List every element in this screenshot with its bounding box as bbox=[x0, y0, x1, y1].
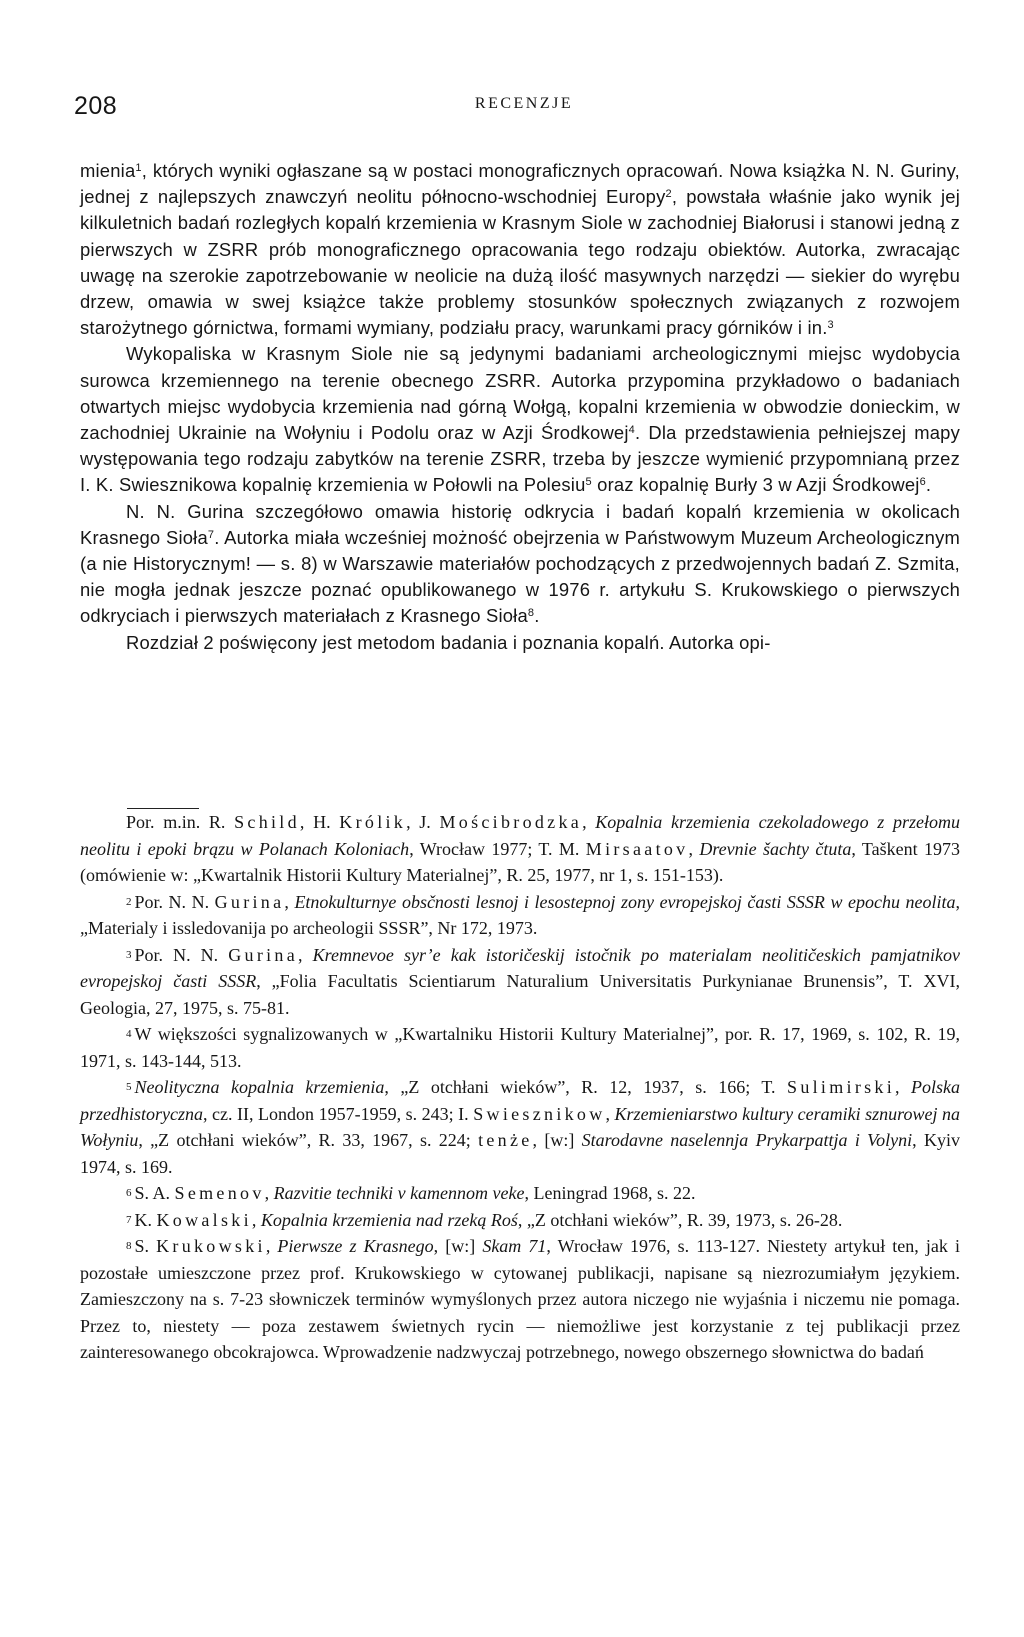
footnote-7: $^7$ K. Kowalski, Kopalnia krzemienia nad rzeką Roś, „Z otchłani wieków”, R. 39, 1973, s. 26-28. bbox=[126, 1209, 843, 1230]
review-body bbox=[80, 158, 960, 656]
paragraph-1: mienia$^1$, których wyniki ogłaszane są w postaci monograficznych opracowań. Nowa książka N. N. Guriny, jednej z najlepszych znawczyń neolitu północno-wschodniej Europy$^2$, powstała właśnie jako wynik jej kilkuletnich badań rozległych kopalń krzemienia w Krasnym Siole w zachodniej Białorusi i stanowi jedną z pierwszych w ZSRR prób monograficznego opracowania tego rodzaju obiektów. Autorka, zwracając uwagę na szerokie zapotrzebowanie w neolicie na dużą ilość masywnych narzędzi — siekier do wyrębu drzew, omawia w swej książce także problemy stosunków społecznych związanych z rozwojem starożytnego górnictwa, formami wymiany, podziału pracy, warunkami pracy górników i in.$^3$ bbox=[80, 160, 961, 339]
footnote-4: $^4$ W większości sygnalizowanych w „Kwartalniku Historii Kultury Materialnej”, por. R. 17, 1969, s. 102, R. 19, 1971, s. 143-144, 513. bbox=[80, 1024, 960, 1071]
footnotes bbox=[80, 809, 960, 1366]
running-head bbox=[74, 92, 974, 122]
paragraph-4: Rozdział 2 poświęcony jest metodom badania i poznania kopalń. Autorka opi- bbox=[126, 631, 771, 653]
footnote-number: 8 bbox=[126, 1240, 132, 1252]
footnote-number: 3 bbox=[126, 948, 132, 961]
footnote-ref: 6 bbox=[919, 476, 926, 489]
footnote-6: $^6$ S. A. Semenov, Razvitie techniki v kamennom veke, Leningrad 1968, s. 22. bbox=[126, 1183, 696, 1203]
footnote-ref: 5 bbox=[585, 476, 592, 489]
footnote-ref: 8 bbox=[527, 607, 535, 620]
footnote-3: $^3$ Por. N. N. Gurina, Kremnevoe syr’e kak istoričeskij istočnik po materialam neolitičeskich pamjatnikov evropejskoj časti SSSR, „Folia Facultatis Scientiarum Naturalium Universitatis Purkynianae Brunensis”, T. XVI, Geologia, 27, 1975, s. 75-81. bbox=[80, 944, 961, 1018]
footnote-number: 5 bbox=[126, 1081, 132, 1093]
footnote-2: $^2$ Por. N. N. Gurina, Etnokulturnye obsčnosti lesnoj i lesostepnoj zony evropejskoj časti SSSR w epochu neolita, „Materialy i issledovanija po archeologii SSSR”, Nr 172, 1973. bbox=[80, 891, 960, 938]
footnote-ref: 1 bbox=[135, 162, 142, 174]
footnote-ref: 2 bbox=[665, 188, 672, 201]
section-title: RECENZJE bbox=[474, 95, 574, 112]
footnote-ref: 3 bbox=[827, 319, 834, 332]
footnote-8: $^8$ S. Krukowski, Pierwsze z Krasnego, [w:] Skam 71, Wrocław 1976, s. 113-127. Niestety artykuł ten, jak i pozostałe umieszczone przez prof. Krukowskiego w cytowanej publikacji, napisane są niezrozumiałym językiem. Zamieszczony na s. 7-23 słowniczek terminów wymyślonych przez autora niczego nie wyjaśnia i niczemu nie pomaga. Przez to, niestety — poza zestawem świetnych rycin — niemożliwe jest korzystanie z tej publikacji przez zainteresowanego obcokrajowca. Wprowadzenie nadzwyczaj potrzebnego, nowego obszernego słownictwa do badań bbox=[80, 1236, 960, 1362]
footnote-number: 2 bbox=[126, 895, 132, 908]
footnote-number: 7 bbox=[126, 1213, 132, 1226]
footnote-1: Por. m.in. R. Schild, H. Królik, J. Mościbrodzka, Kopalnia krzemienia czekoladowego z przełomu neolitu i epoki brązu w Polanach Koloniach, Wrocław 1977; T. M. Mirsaatov, Drevnie šachty čtuta, Taškent 1973 (omówienie w: „Kwartalnik Historii Kultury Materialnej”, R. 25, 1977, nr 1, s. 151-153). bbox=[80, 812, 960, 885]
footnote-number: 4 bbox=[126, 1028, 132, 1040]
paragraph-2: Wykopaliska w Krasnym Siole nie są jedynymi badaniami archeologicznymi miejsc wydobycia surowca krzemiennego na terenie obecnego ZSRR. Autorka przypomina przykładowo o badaniach otwartych miejsc wydobycia krzemienia nad górną Wołgą, kopalni krzemienia w obwodzie donieckim, w zachodniej Ukrainie na Wołyniu i Podolu oraz w Azji Środkowej$^4$. Dla przedstawienia pełniejszej mapy występowania tego rodzaju zabytków na terenie ZSRR, trzeba by jeszcze wymienić przypomnianą przez I. K. Swiesznikowa kopalnię krzemienia w Połowli na Polesiu$^5$ oraz kopalnię Burły 3 w Azji Środkowej$^6$. bbox=[80, 343, 961, 496]
paragraph-3: N. N. Gurina szczegółowo omawia historię odkrycia i badań kopalń krzemienia w okolicach Krasnego Sioła$^7$. Autorka miała wcześniej możność obejrzenia w Państwowym Muzeum Archeologicznym (a nie Historycznym! — s. 8) w Warszawie materiałów pochodzących z przedwojennych badań Z. Szmita, nie mogła jednak jeszcze poznać opublikowanego w 1976 r. artykułu S. Krukowskiego o pierwszych odkryciach i pierwszych materiałach z Krasnego Sioła$^8$. bbox=[80, 500, 960, 627]
page-number: 208 bbox=[74, 92, 118, 120]
footnote-number: 6 bbox=[126, 1187, 132, 1199]
footnote-ref: 4 bbox=[628, 424, 635, 437]
footnote-ref: 7 bbox=[207, 528, 215, 541]
footnote-5: $^5$ Neolityczna kopalnia krzemienia, „Z otchłani wieków”, R. 12, 1937, s. 166; T. Sulimirski, Polska przedhistoryczna, cz. II, London 1957-1959, s. 243; I. Swiesznikow, Krzemieniarstwo kultury ceramiki sznurowej na Wołyniu, „Z otchłani wieków”, R. 33, 1967, s. 224; tenże, [w:] Starodavne naselennja Prykarpattja i Volyni, Kyiv 1974, s. 169. bbox=[80, 1077, 961, 1177]
